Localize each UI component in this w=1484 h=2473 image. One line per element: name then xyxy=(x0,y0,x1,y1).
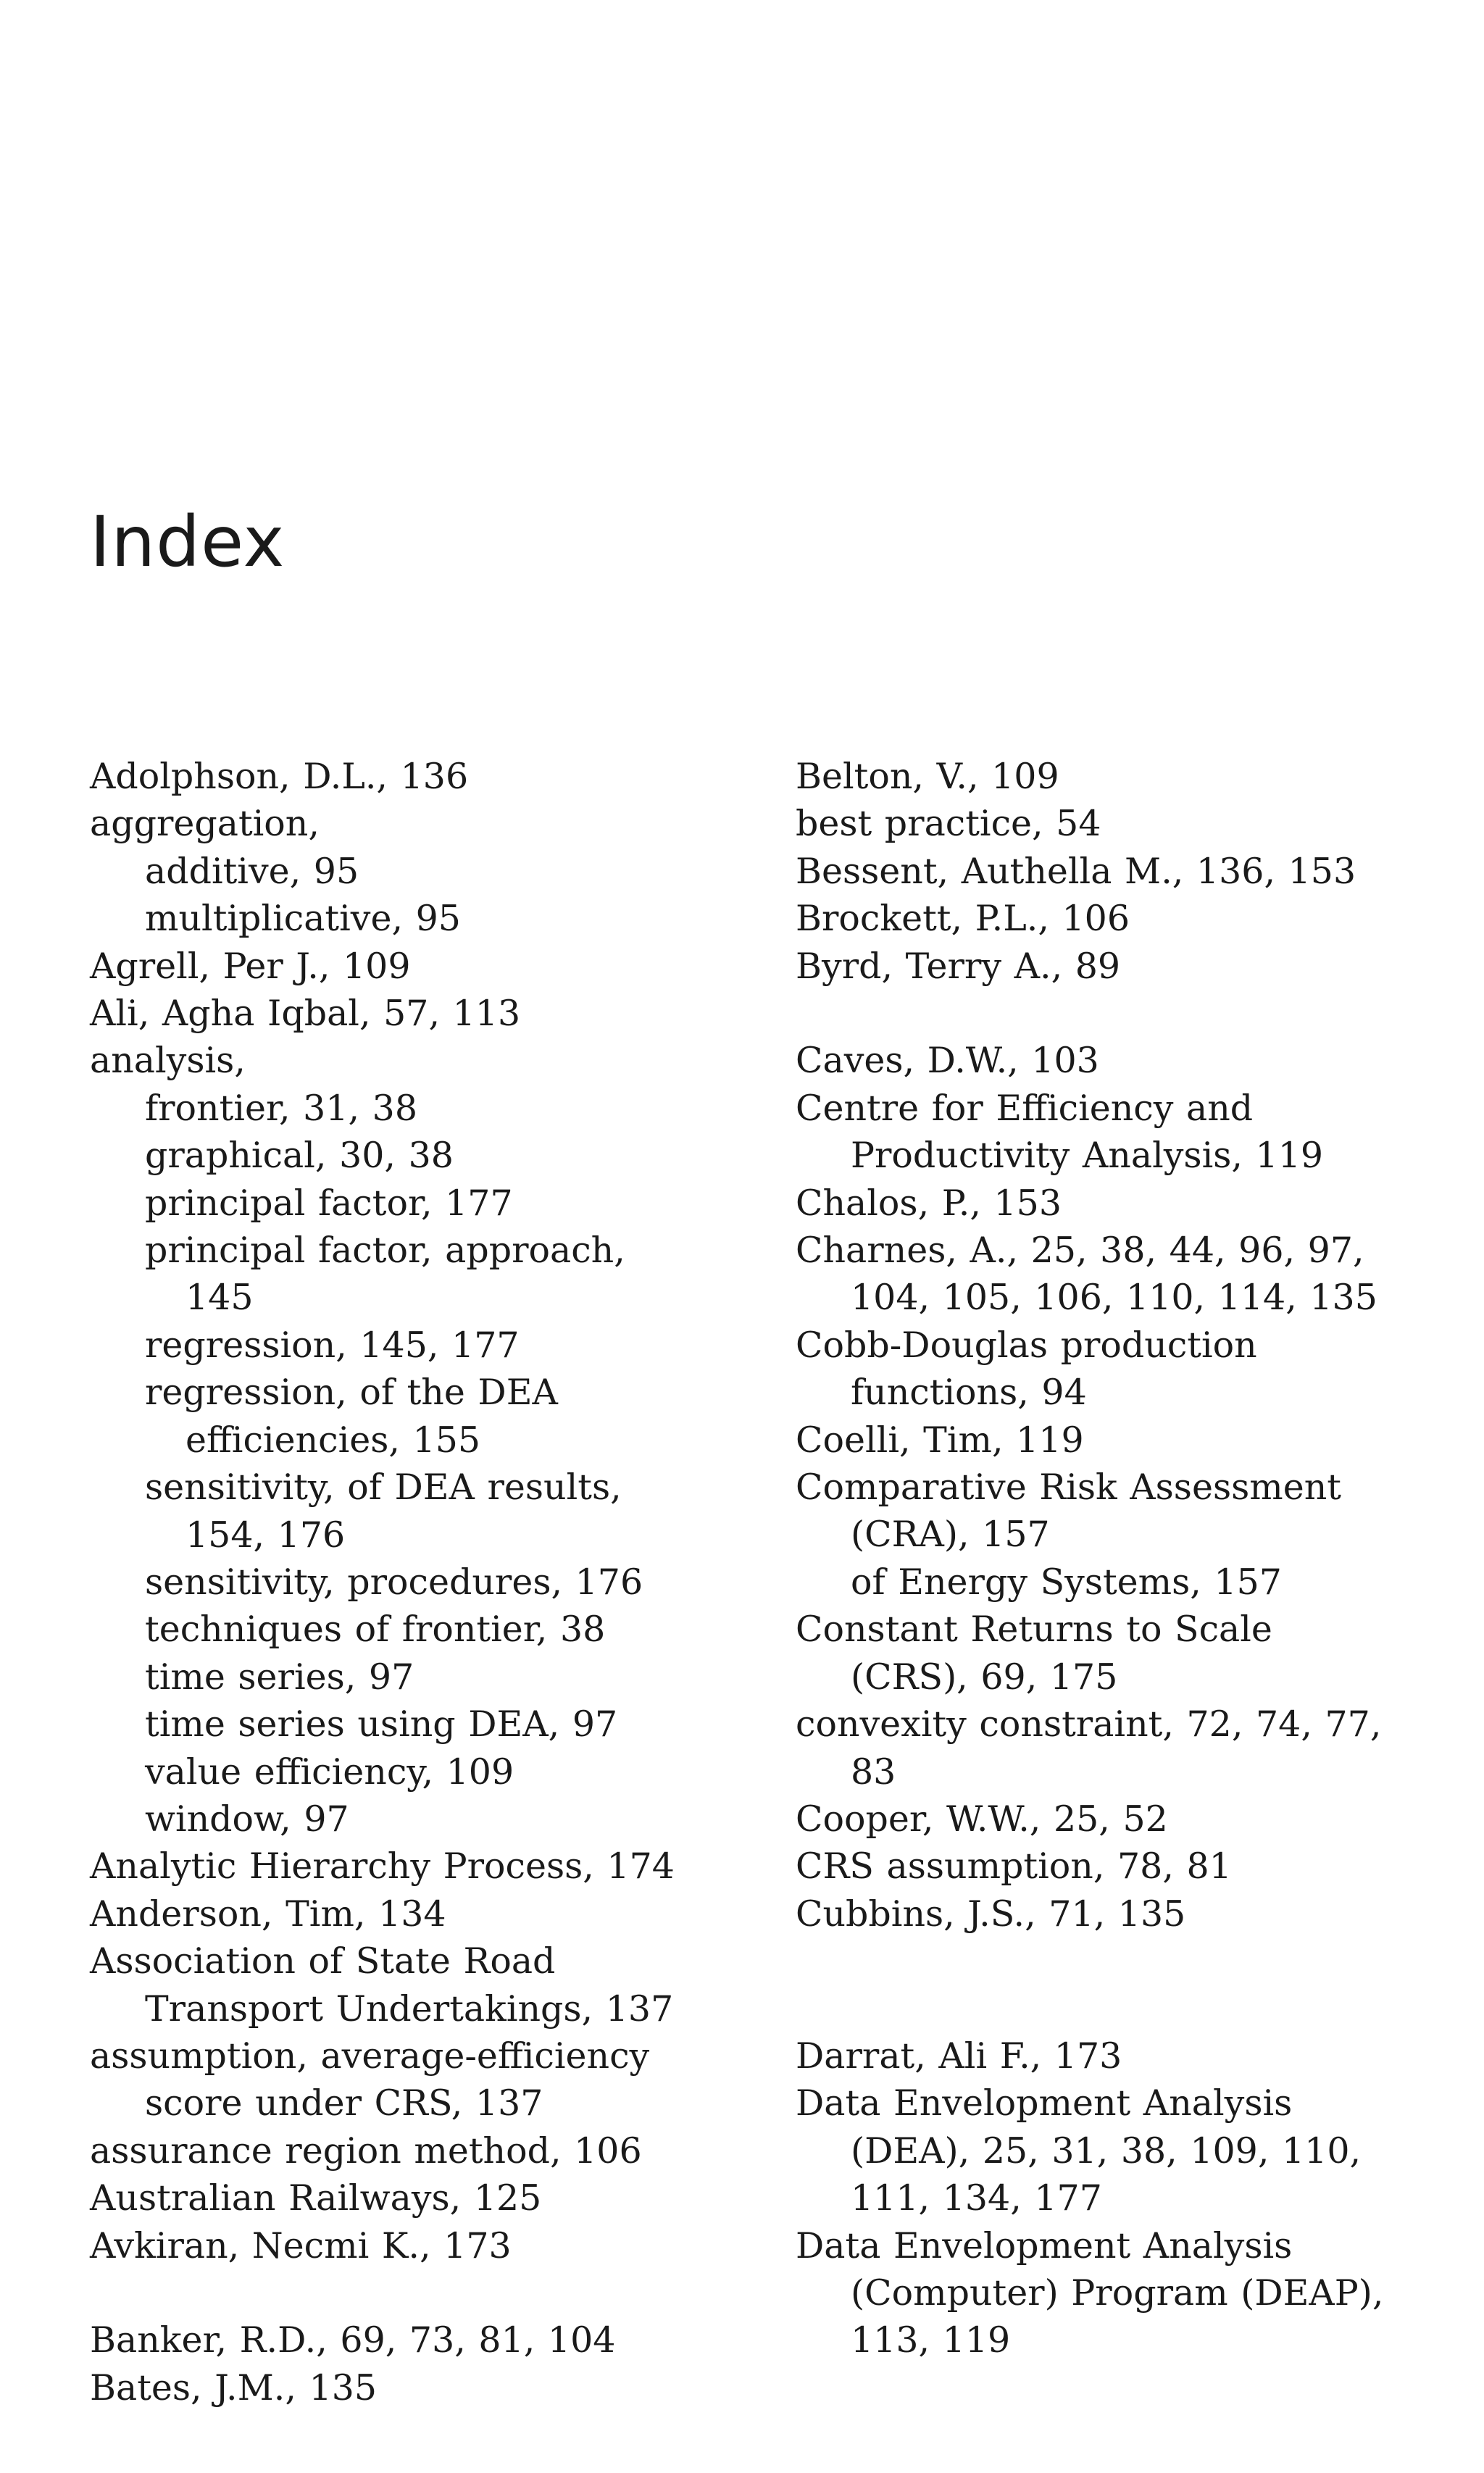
index-letter-gap xyxy=(796,1938,1397,1985)
index-entry: Centre for Efficiency and Productivity Analysis, 119 xyxy=(796,1087,1324,1177)
index-subentry: sensitivity, procedures, 176 xyxy=(145,1561,643,1603)
index-entry: Association of State Road Transport Undertakings, 137 xyxy=(90,1940,674,2030)
index-entry: Constant Returns to Scale (CRS), 69, 175 xyxy=(796,1609,1272,1698)
index-entry: Cobb-Douglas production functions, 94 xyxy=(796,1324,1257,1414)
index-subentry: graphical, 30, 38 xyxy=(145,1135,454,1177)
index-entry: Charnes, A., 25, 38, 44, 96, 97, 104, 105, 106, 110, 114, 135 xyxy=(796,1230,1377,1319)
index-column-left xyxy=(90,753,691,2411)
index-entry: Chalos, P., 153 xyxy=(796,1182,1062,1224)
index-subentry: window, 97 xyxy=(145,1798,349,1840)
index-entry: Comparative Risk Assessment (CRA), 157 xyxy=(796,1467,1341,1556)
index-entry: aggregation, xyxy=(90,803,320,845)
index-subentry: value efficiency, 109 xyxy=(145,1751,514,1793)
index-entry: Avkiran, Necmi K., 173 xyxy=(90,2224,512,2266)
index-entry: Australian Railways, 125 xyxy=(90,2177,542,2219)
index-subentry: time series, 97 xyxy=(145,1656,414,1698)
index-subentry: of Energy Systems, 157 xyxy=(851,1561,1282,1603)
index-entry: CRS assumption, 78, 81 xyxy=(796,1846,1232,1888)
index-entry: convexity constraint, 72, 74, 77, 83 xyxy=(796,1703,1382,1793)
index-entry: Analytic Hierarchy Process, 174 xyxy=(90,1846,675,1888)
index-letter-gap xyxy=(796,990,1397,1037)
index-entry: Cubbins, J.S., 71, 135 xyxy=(796,1893,1186,1935)
index-column-right xyxy=(796,753,1397,2364)
index-entry: Byrd, Terry A., 89 xyxy=(796,945,1121,987)
index-subentry: multiplicative, 95 xyxy=(145,898,461,940)
index-subentry: regression, 145, 177 xyxy=(145,1324,520,1366)
index-entry: Darrat, Ali F., 173 xyxy=(796,2035,1122,2077)
index-subentry: principal factor, approach, 145 xyxy=(145,1230,625,1319)
index-subentry: techniques of frontier, 38 xyxy=(145,1609,606,1651)
index-entry: Brockett, P.L., 106 xyxy=(796,898,1130,940)
index-entry: Bessent, Authella M., 136, 153 xyxy=(796,850,1356,892)
index-entry: Agrell, Per J., 109 xyxy=(90,945,411,987)
index-subentry: additive, 95 xyxy=(145,850,359,892)
index-entry: Caves, D.W., 103 xyxy=(796,1040,1099,1082)
page-title: Index xyxy=(90,501,285,583)
index-subentry: principal factor, 177 xyxy=(145,1182,513,1224)
index-entry: assurance region method, 106 xyxy=(90,2130,642,2172)
index-subentry: time series using DEA, 97 xyxy=(145,1703,618,1746)
index-entry: Data Envelopment Analysis (DEA), 25, 31, 38, 109, 110, 111, 134, 177 xyxy=(796,2082,1362,2219)
index-entry: Anderson, Tim, 134 xyxy=(90,1893,446,1935)
index-entry: assumption, average-efficiency score under CRS, 137 xyxy=(90,2035,650,2124)
index-entry: Data Envelopment Analysis (Computer) Program (DEAP), 113, 119 xyxy=(796,2224,1384,2361)
index-entry: Belton, V., 109 xyxy=(796,756,1059,797)
index-entry: Ali, Agha Iqbal, 57, 113 xyxy=(90,993,521,1035)
index-letter-gap xyxy=(796,1985,1397,2032)
index-subentry: regression, of the DEA efficiencies, 155 xyxy=(145,1372,558,1461)
index-entry: analysis, xyxy=(90,1040,246,1082)
index-entry: Cooper, W.W., 25, 52 xyxy=(796,1798,1168,1840)
index-entry: Coelli, Tim, 119 xyxy=(796,1419,1084,1461)
index-subentry: sensitivity, of DEA results, 154, 176 xyxy=(145,1467,622,1556)
index-entry: best practice, 54 xyxy=(796,803,1101,845)
index-letter-gap xyxy=(90,2269,691,2316)
index-subentry: frontier, 31, 38 xyxy=(145,1087,418,1129)
index-entry: Adolphson, D.L., 136 xyxy=(90,756,469,797)
index-entry: Banker, R.D., 69, 73, 81, 104 xyxy=(90,2319,616,2361)
index-entry: Bates, J.M., 135 xyxy=(90,2366,378,2409)
